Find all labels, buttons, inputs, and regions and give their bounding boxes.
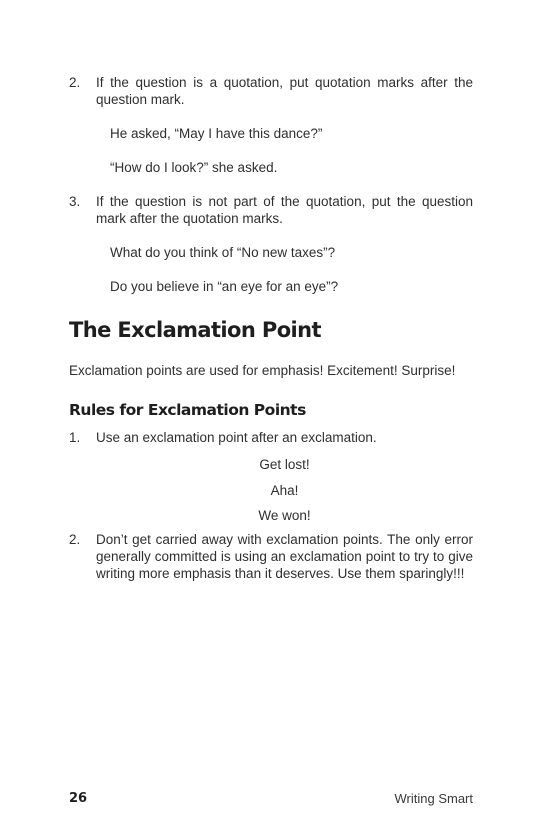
example-sentence: What do you think of “No new taxes”? — [110, 245, 336, 260]
subsection-heading: Rules for Exclamation Points — [69, 401, 306, 419]
example-sentence: “How do I look?” she asked. — [110, 160, 278, 175]
list-item-number: 2. — [69, 532, 81, 547]
list-item-number: 1. — [69, 430, 81, 445]
list-item — [69, 193, 473, 227]
list-item-text: If the question is a quotation, put quotation marks after the question mark. — [96, 75, 473, 107]
example-exclamation: We won! — [258, 508, 311, 523]
list-item-text: Don’t get carried away with exclamation points. The only error generally committed is using an exclamation point to try to give writing more emphasis than it deserves. Use them sparingly!!! — [96, 532, 473, 581]
list-item-number: 2. — [69, 75, 81, 90]
example-sentence: He asked, “May I have this dance?” — [110, 126, 323, 141]
example-exclamation: Aha! — [270, 483, 299, 498]
running-footer-title: Writing Smart — [394, 791, 473, 806]
example-sentence: Do you believe in “an eye for an eye”? — [110, 279, 339, 294]
list-item-text: If the question is not part of the quotation, put the question mark after the quotation marks. — [96, 194, 473, 226]
page-number: 26 — [69, 791, 88, 806]
example-exclamation: Get lost! — [259, 457, 310, 472]
section-intro: Exclamation points are used for emphasis! Excitement! Surprise! — [69, 363, 456, 378]
list-item — [69, 531, 473, 582]
list-item — [69, 429, 473, 446]
section-heading: The Exclamation Point — [69, 318, 321, 342]
list-item-text: Use an exclamation point after an exclamation. — [96, 430, 377, 445]
list-item — [69, 74, 473, 108]
list-item-number: 3. — [69, 194, 81, 209]
